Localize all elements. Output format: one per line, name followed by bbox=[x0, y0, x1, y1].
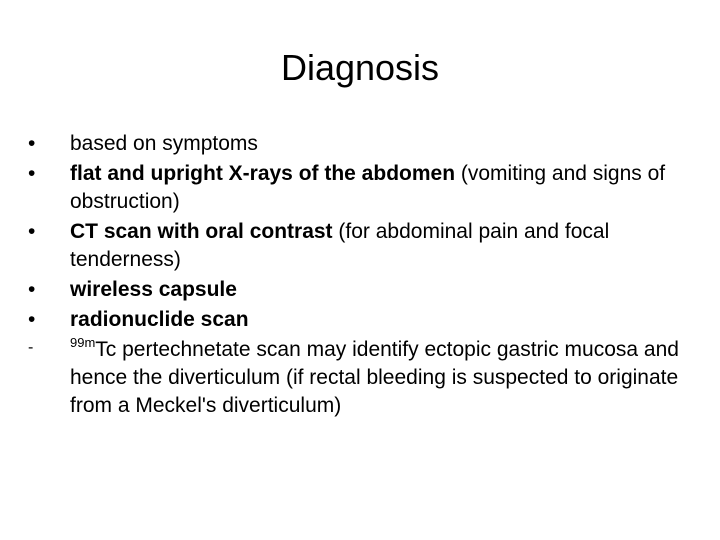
note-item bbox=[28, 336, 688, 420]
bullet-marker: • bbox=[28, 132, 36, 155]
item-text: (vomiting and signs of obstruction) bbox=[70, 162, 666, 213]
item-text: based on symptoms bbox=[70, 132, 258, 155]
bullet-marker: • bbox=[28, 162, 36, 185]
dash-marker: - bbox=[28, 339, 34, 356]
item-bold-text: CT scan with oral contrast bbox=[70, 220, 333, 243]
bullet-list bbox=[28, 130, 688, 422]
item-bold-text: wireless capsule bbox=[70, 278, 237, 301]
bullet-marker: • bbox=[28, 308, 36, 331]
list-item bbox=[28, 218, 688, 274]
isotope-superscript: 99m bbox=[70, 335, 96, 350]
bullet-marker: • bbox=[28, 220, 36, 243]
item-bold-text: radionuclide scan bbox=[70, 308, 249, 331]
list-item bbox=[28, 130, 688, 158]
bullet-marker: • bbox=[28, 278, 36, 301]
list-item bbox=[28, 160, 688, 216]
item-bold-text: flat and upright X‑rays of the abdomen bbox=[70, 162, 456, 185]
note-text: Tc pertechnetate scan may identify ectopic gastric mucosa and hence the diverticulum (if rectal bleeding is suspected to originate from a Meckel's diverticulum) bbox=[70, 338, 679, 417]
item-text: (for abdominal pain and focal tenderness) bbox=[70, 220, 610, 271]
list-item bbox=[28, 276, 688, 304]
list-item bbox=[28, 306, 688, 334]
slide-title: Diagnosis bbox=[280, 47, 440, 88]
